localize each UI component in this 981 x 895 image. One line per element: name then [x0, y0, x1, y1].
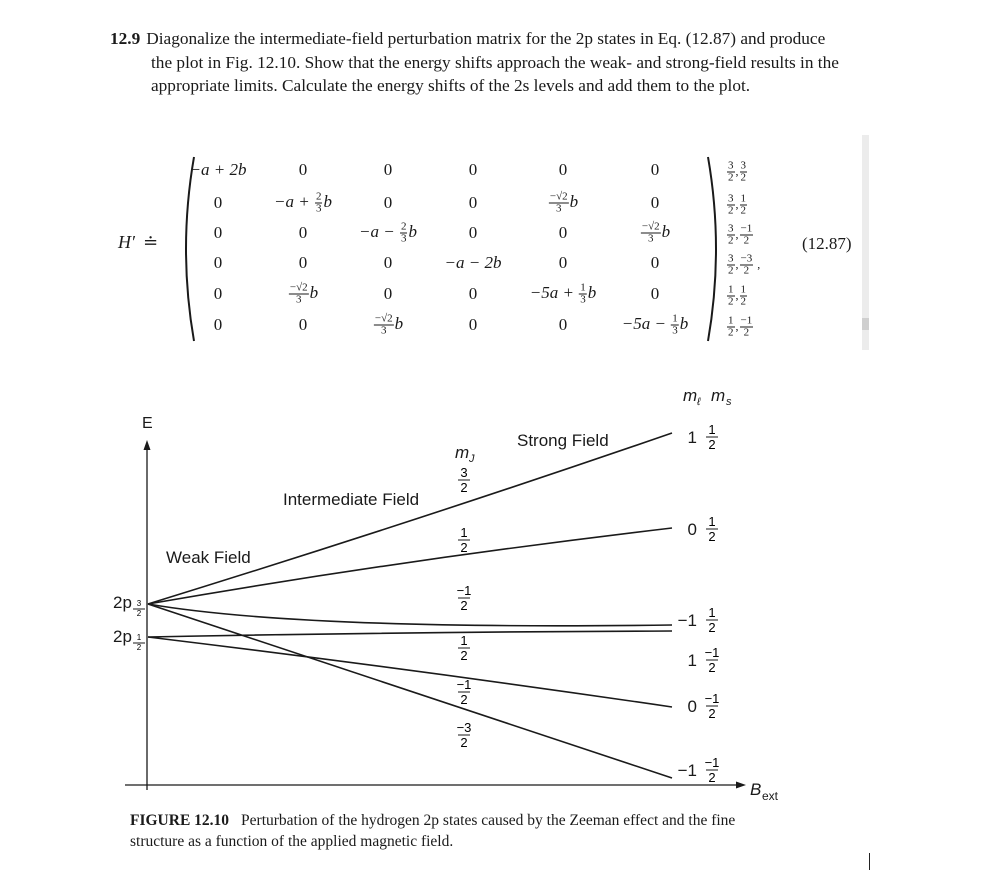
- basis-label: [726, 316, 754, 339]
- problem-number: 12.9: [110, 29, 141, 48]
- cell-text: 0: [383, 253, 393, 272]
- basis-j: [727, 285, 735, 308]
- numerator: 3: [728, 192, 734, 205]
- numerator: −1: [456, 583, 472, 598]
- cell-prefix: −a −: [359, 221, 399, 241]
- cell-text: 0: [298, 315, 308, 334]
- hamiltonian-label: [118, 232, 158, 253]
- basis-mj: [740, 316, 754, 339]
- denominator: 2: [708, 770, 716, 785]
- numerator: 1: [708, 605, 716, 620]
- denominator: 3: [580, 293, 586, 306]
- basis-label: [726, 194, 748, 217]
- cell-text: 0: [383, 284, 393, 303]
- matrix-cell: [559, 223, 568, 243]
- denominator: 2: [740, 204, 746, 217]
- mj-header-subscript: J: [469, 453, 475, 465]
- ml-header: m: [683, 386, 698, 405]
- matrix-cell: [530, 283, 596, 306]
- equation-number: (12.87): [802, 234, 852, 253]
- numerator: −1: [740, 314, 753, 327]
- cell-text: 0: [650, 160, 660, 179]
- denominator: 3: [315, 202, 322, 215]
- cell-text: 0: [383, 193, 393, 212]
- denominator: 2: [708, 620, 716, 635]
- cell-suffix: b: [679, 313, 689, 333]
- denominator: 2: [728, 234, 734, 247]
- denominator: 3: [648, 232, 654, 245]
- numerator: 1: [728, 314, 734, 327]
- matrix-cell: [384, 193, 393, 213]
- denominator: 2: [743, 264, 750, 277]
- denominator: 2: [708, 437, 716, 452]
- basis-mj: [740, 161, 748, 184]
- matrix-cell: [288, 283, 318, 306]
- denominator: 2: [460, 598, 468, 613]
- cell-suffix: b: [323, 191, 332, 211]
- cell-text: −a − 2b: [444, 253, 502, 272]
- left-paren: [172, 155, 202, 343]
- denominator: 3: [296, 293, 302, 306]
- basis-j: [727, 316, 735, 339]
- line-mj-1-2-lower: [148, 631, 672, 637]
- ms-value: [705, 645, 720, 675]
- line-mj-neg-3-2: [148, 604, 672, 778]
- ml-header-subscript: ℓ: [697, 396, 701, 408]
- numerator: −1: [704, 755, 720, 770]
- numerator: 1: [728, 283, 734, 296]
- level-subscript: [133, 633, 145, 652]
- cell-text: 0: [468, 160, 478, 179]
- cell-suffix: b: [408, 221, 417, 241]
- denominator: 2: [136, 609, 142, 618]
- energy-axis-label: E: [142, 415, 153, 432]
- cell-fraction: [289, 283, 309, 306]
- caption-text: Perturbation of the hydrogen 2p states caused by the Zeeman effect and the fine structure as a function of the applied magnetic field.: [130, 812, 736, 850]
- ml-value: 0: [687, 697, 697, 716]
- numerator: 1: [460, 525, 468, 540]
- matrix-cell: [469, 315, 478, 335]
- cell-text: 0: [468, 223, 478, 242]
- numerator: −3: [456, 720, 472, 735]
- mj-label: [457, 677, 472, 707]
- matrix-cell: [469, 193, 478, 213]
- matrix-cell: [384, 284, 393, 304]
- cell-fraction: [374, 314, 394, 337]
- ms-value: [705, 691, 720, 721]
- cell-text: 0: [650, 284, 660, 303]
- denominator: 2: [136, 643, 142, 652]
- field-axis-arrow-icon: [736, 782, 746, 789]
- cell-text: 0: [468, 284, 478, 303]
- denominator: 2: [708, 706, 716, 721]
- cell-text: 0: [213, 315, 223, 334]
- matrix-cell: [651, 284, 660, 304]
- basis-j: [727, 194, 735, 217]
- comma: ,: [735, 226, 739, 241]
- cell-text: 0: [468, 315, 478, 334]
- matrix-cell: [214, 223, 223, 243]
- denominator: 2: [708, 660, 716, 675]
- denominator: 2: [460, 540, 468, 555]
- denominator: 2: [728, 204, 734, 217]
- matrix-cell: [559, 253, 568, 273]
- mj-header: m: [455, 443, 470, 462]
- ms-value: [706, 514, 718, 544]
- denominator: 2: [740, 171, 746, 184]
- matrix-cell: [384, 160, 393, 180]
- numerator: 1: [740, 192, 746, 205]
- level-2p-3-2-label: 2p: [113, 593, 132, 612]
- cell-text: −a + 2b: [189, 160, 247, 179]
- energy-axis-arrow-icon: [144, 440, 151, 450]
- denominator: 2: [728, 171, 734, 184]
- matrix-cell: [622, 314, 688, 337]
- matrix-cell: [214, 193, 223, 213]
- comma: ,: [735, 163, 739, 178]
- figure-12-10: [0, 380, 981, 800]
- scrollbar-thumb[interactable]: [862, 318, 869, 330]
- numerator: −√2: [549, 190, 568, 203]
- numerator: −1: [740, 222, 753, 235]
- cell-fraction: [579, 283, 587, 306]
- matrix-cell: [214, 315, 223, 335]
- matrix-cell: [651, 193, 660, 213]
- ml-value: 1: [687, 651, 697, 670]
- cell-suffix: b: [661, 221, 671, 241]
- matrix-cell: [190, 160, 247, 180]
- denominator: 2: [460, 648, 468, 663]
- ms-value: [706, 422, 718, 452]
- basis-j: [727, 224, 735, 247]
- comma: ,: [735, 196, 739, 211]
- basis-label: [726, 254, 760, 277]
- matrix-cell: [214, 253, 223, 273]
- matrix-cell: [469, 284, 478, 304]
- cell-text: 0: [298, 223, 308, 242]
- numerator: 2: [315, 190, 322, 203]
- cell-text: 0: [558, 315, 568, 334]
- cell-suffix: b: [309, 282, 319, 302]
- basis-mj: [740, 194, 748, 217]
- matrix-cell: [469, 223, 478, 243]
- numerator: 3: [136, 599, 142, 608]
- matrix-cell: [299, 160, 308, 180]
- numerator: 3: [728, 252, 734, 265]
- comma: ,: [735, 318, 739, 333]
- basis-label: [726, 224, 754, 247]
- strong-field-label: Strong Field: [517, 431, 609, 450]
- relation: ≐: [142, 232, 159, 252]
- matrix-cell: [384, 253, 393, 273]
- line-mj-neg-1-2-lower: [148, 637, 672, 707]
- problem-text: Diagonalize the intermediate-field perturbation matrix for the 2p states in Eq. (12.87) and produce the plot in Fig. 12.10. Show that the energy shifts approach the weak- and strong-field results in the appropriate limits. Calculate the energy shifts of the 2s levels and add them to the plot.: [146, 29, 839, 95]
- cell-suffix: b: [569, 191, 579, 211]
- figure-caption: [130, 810, 790, 852]
- ml-value: 0: [687, 520, 697, 539]
- caption-label: FIGURE 12.10: [130, 812, 230, 829]
- lhs: H′: [118, 232, 135, 252]
- field-axis-subscript: ext: [762, 789, 779, 800]
- matrix-cell: [359, 222, 417, 245]
- cell-text: 0: [650, 193, 660, 212]
- denominator: 2: [460, 735, 468, 750]
- basis-j: [727, 161, 735, 184]
- cell-text: 0: [213, 223, 223, 242]
- ml-value: −1: [677, 611, 697, 630]
- cell-text: 0: [468, 193, 478, 212]
- matrix-cell: [469, 160, 478, 180]
- numerator: 3: [728, 222, 734, 235]
- matrix-cell: [651, 160, 660, 180]
- cell-fraction: [315, 192, 323, 215]
- numerator: −√2: [641, 220, 660, 233]
- numerator: −√2: [289, 281, 308, 294]
- matrix-cell: [299, 223, 308, 243]
- denominator: 2: [728, 295, 734, 308]
- cell-text: 0: [558, 253, 568, 272]
- numerator: 1: [460, 633, 468, 648]
- comma: ,: [735, 256, 739, 271]
- field-axis-label: B: [750, 780, 762, 799]
- cell-text: 0: [298, 253, 308, 272]
- level-2p-1-2-label: 2p: [113, 627, 132, 646]
- basis-j: [727, 254, 735, 277]
- ml-value: −1: [677, 761, 697, 780]
- matrix-cell: [373, 314, 403, 337]
- numerator: 1: [580, 281, 586, 294]
- denominator: 2: [728, 326, 734, 339]
- basis-mj: [740, 285, 748, 308]
- matrix-cell: [274, 192, 332, 215]
- cell-text: 0: [558, 160, 568, 179]
- matrix-cell: [548, 192, 578, 215]
- denominator: 3: [381, 324, 387, 337]
- mj-label: [458, 465, 470, 495]
- ms-value: [706, 605, 718, 635]
- numerator: 3: [740, 159, 746, 172]
- line-mj-neg-1-2-upper: [148, 604, 672, 626]
- cell-text: 0: [298, 160, 308, 179]
- cell-text: 0: [213, 193, 223, 212]
- comma: ,: [754, 256, 761, 271]
- denominator: 2: [460, 692, 468, 707]
- matrix-cell: [559, 315, 568, 335]
- comma: ,: [735, 287, 739, 302]
- matrix-cell: [651, 253, 660, 273]
- denominator: 2: [460, 480, 468, 495]
- line-mj-3-2: [148, 433, 672, 604]
- cell-text: 0: [383, 160, 393, 179]
- numerator: 1: [136, 633, 142, 642]
- cell-prefix: −5a +: [529, 282, 579, 302]
- basis-mj: [740, 254, 754, 277]
- numerator: 3: [460, 465, 468, 480]
- numerator: 3: [728, 159, 734, 172]
- numerator: 2: [400, 220, 407, 233]
- numerator: −1: [456, 677, 472, 692]
- numerator: −1: [704, 691, 720, 706]
- ms-header: m: [711, 386, 726, 405]
- intermediate-field-label: Intermediate Field: [283, 490, 420, 509]
- cell-text: 0: [558, 223, 568, 242]
- basis-label: [726, 285, 748, 308]
- matrix-cell: [214, 284, 223, 304]
- text-cursor: [869, 853, 870, 870]
- denominator: 2: [708, 529, 716, 544]
- cell-text: 0: [650, 253, 660, 272]
- numerator: −1: [704, 645, 720, 660]
- matrix-cell: [299, 253, 308, 273]
- mj-label: [458, 633, 470, 663]
- cell-prefix: −a +: [274, 191, 314, 211]
- cell-suffix: b: [587, 282, 597, 302]
- numerator: −√2: [374, 312, 393, 325]
- cell-text: 0: [213, 253, 223, 272]
- cell-prefix: −5a −: [621, 313, 671, 333]
- mj-label: [457, 583, 472, 613]
- ml-value: 1: [687, 428, 697, 447]
- denominator: 2: [740, 295, 746, 308]
- numerator: 1: [672, 312, 678, 325]
- matrix-cell: [640, 222, 670, 245]
- cell-text: 0: [213, 284, 223, 303]
- numerator: 1: [740, 283, 746, 296]
- equation-12-87: [112, 150, 872, 355]
- matrix-cell: [559, 160, 568, 180]
- level-subscript: [133, 599, 145, 618]
- ms-value: [705, 755, 720, 785]
- basis-mj: [740, 224, 754, 247]
- denominator: 2: [743, 234, 750, 247]
- numerator: −3: [740, 252, 753, 265]
- mj-label: [457, 720, 472, 750]
- cell-suffix: b: [394, 313, 404, 333]
- matrix-cell: [299, 315, 308, 335]
- mj-label: [458, 525, 470, 555]
- numerator: 1: [708, 514, 716, 529]
- cell-fraction: [641, 222, 661, 245]
- cell-fraction: [400, 222, 408, 245]
- cell-fraction: [671, 314, 679, 337]
- problem-12-9: [110, 27, 850, 98]
- weak-field-label: Weak Field: [166, 548, 251, 567]
- denominator: 2: [743, 326, 750, 339]
- matrix-cell: [445, 253, 502, 273]
- denominator: 2: [728, 264, 734, 277]
- basis-label: [726, 161, 748, 184]
- denominator: 3: [672, 324, 678, 337]
- cell-fraction: [549, 192, 569, 215]
- ms-header-subscript: s: [726, 396, 732, 408]
- numerator: 1: [708, 422, 716, 437]
- denominator: 3: [400, 232, 407, 245]
- denominator: 3: [556, 202, 562, 215]
